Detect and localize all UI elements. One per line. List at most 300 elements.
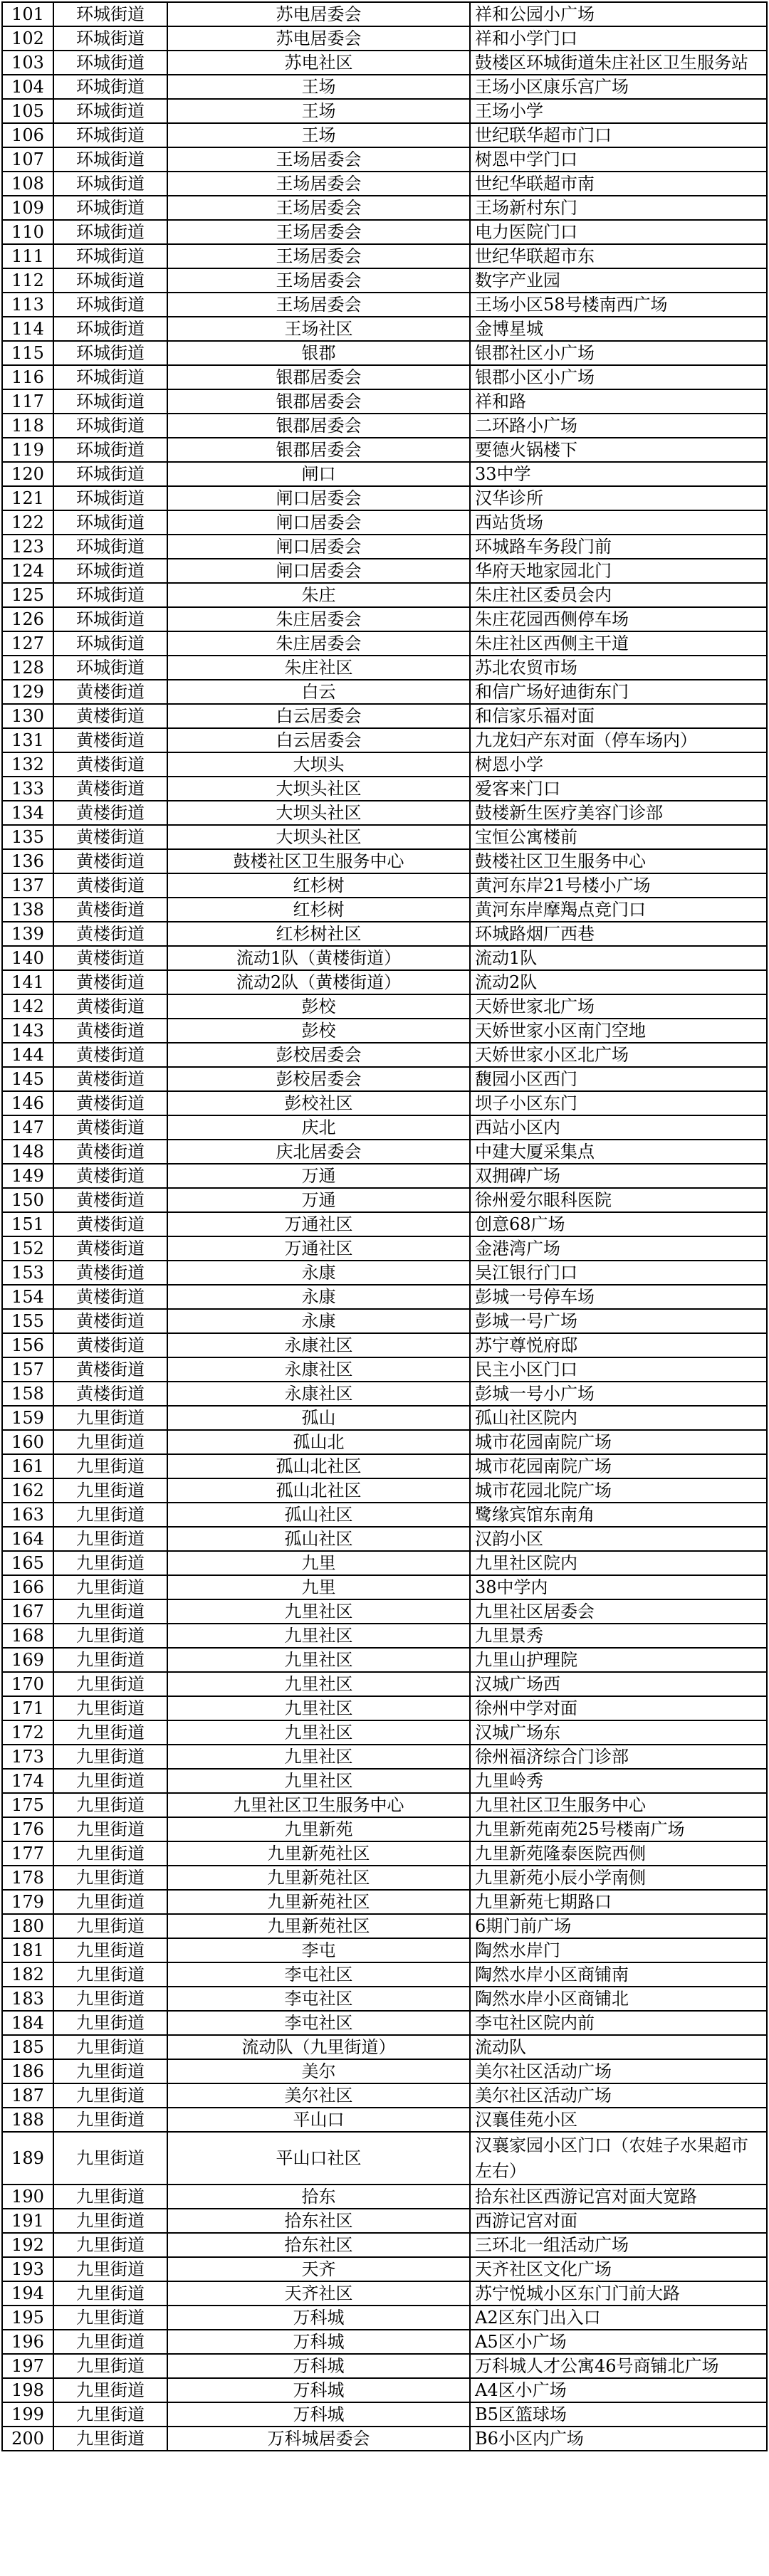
row-number: 138 — [2, 898, 53, 922]
table-row — [2, 946, 767, 970]
table-row — [2, 559, 767, 583]
table-row — [2, 535, 767, 559]
community-name: 彭校居委会 — [167, 1043, 470, 1067]
table-row — [2, 2257, 767, 2281]
row-number: 129 — [2, 680, 53, 704]
site-name: 天齐社区文化广场 — [470, 2257, 767, 2281]
street-name: 九里街道 — [53, 1454, 167, 1478]
community-name: 彭校 — [167, 994, 470, 1019]
community-name: 闸口居委会 — [167, 559, 470, 583]
community-name: 平山口 — [167, 2108, 470, 2132]
table-row — [2, 268, 767, 293]
table-row — [2, 583, 767, 607]
site-name: A5区小广场 — [470, 2330, 767, 2354]
site-name: 环城路烟厂西巷 — [470, 922, 767, 946]
site-name: 黄河东岸21号楼小广场 — [470, 873, 767, 898]
street-name: 黄楼街道 — [53, 1019, 167, 1043]
row-number: 157 — [2, 1357, 53, 1382]
street-name: 环城街道 — [53, 438, 167, 462]
street-name: 环城街道 — [53, 559, 167, 583]
row-number: 136 — [2, 849, 53, 873]
row-number: 184 — [2, 2011, 53, 2035]
community-name: 王场居委会 — [167, 196, 470, 220]
street-name: 环城街道 — [53, 147, 167, 172]
row-number: 179 — [2, 1890, 53, 1914]
community-name: 王场居委会 — [167, 293, 470, 317]
table-row — [2, 293, 767, 317]
street-name: 九里街道 — [53, 1406, 167, 1430]
street-name: 九里街道 — [53, 2306, 167, 2330]
street-name: 九里街道 — [53, 1624, 167, 1648]
street-name: 黄楼街道 — [53, 680, 167, 704]
row-number: 150 — [2, 1188, 53, 1212]
street-name: 九里街道 — [53, 1938, 167, 1962]
row-number: 141 — [2, 970, 53, 994]
table-row — [2, 1527, 767, 1551]
community-name: 李屯社区 — [167, 2011, 470, 2035]
street-name: 九里街道 — [53, 1962, 167, 1987]
table-row — [2, 2378, 767, 2402]
site-name: 6期门前广场 — [470, 1914, 767, 1938]
community-name: 银郡居委会 — [167, 414, 470, 438]
community-name: 万通 — [167, 1188, 470, 1212]
street-name: 九里街道 — [53, 2257, 167, 2281]
table-row — [2, 1793, 767, 1817]
site-name: 九里社区居委会 — [470, 1599, 767, 1624]
community-name: 银郡居委会 — [167, 365, 470, 389]
table-row — [2, 1115, 767, 1140]
table-row — [2, 1357, 767, 1382]
row-number: 110 — [2, 220, 53, 244]
community-name: 闸口居委会 — [167, 535, 470, 559]
street-name: 黄楼街道 — [53, 752, 167, 777]
table-row — [2, 1285, 767, 1309]
street-name: 九里街道 — [53, 2132, 167, 2185]
community-name: 万科城 — [167, 2354, 470, 2378]
site-name: 祥和路 — [470, 389, 767, 414]
site-name: 美尔社区活动广场 — [470, 2059, 767, 2083]
street-name: 黄楼街道 — [53, 898, 167, 922]
row-number: 163 — [2, 1503, 53, 1527]
street-name: 九里街道 — [53, 1841, 167, 1866]
table-row — [2, 1745, 767, 1769]
row-number: 185 — [2, 2035, 53, 2059]
row-number: 177 — [2, 1841, 53, 1866]
row-number: 127 — [2, 631, 53, 656]
table-row — [2, 2233, 767, 2257]
street-name: 黄楼街道 — [53, 1236, 167, 1261]
site-name: 汉襄家园小区门口（农娃子水果超市左右） — [470, 2132, 767, 2185]
community-name: 孤山社区 — [167, 1503, 470, 1527]
row-number: 192 — [2, 2233, 53, 2257]
street-name: 环城街道 — [53, 341, 167, 365]
site-name: 徐州中学对面 — [470, 1696, 767, 1720]
street-name: 九里街道 — [53, 2011, 167, 2035]
table-row — [2, 2306, 767, 2330]
site-name: 和信广场好迪街东门 — [470, 680, 767, 704]
table-row — [2, 389, 767, 414]
street-name: 环城街道 — [53, 656, 167, 680]
site-name: 天娇世家小区南门空地 — [470, 1019, 767, 1043]
table-row — [2, 196, 767, 220]
row-number: 125 — [2, 583, 53, 607]
row-number: 187 — [2, 2083, 53, 2108]
table-row — [2, 317, 767, 341]
street-name: 九里街道 — [53, 2281, 167, 2306]
site-name: 陶然水岸门 — [470, 1938, 767, 1962]
table-row — [2, 656, 767, 680]
row-number: 158 — [2, 1382, 53, 1406]
row-number: 155 — [2, 1309, 53, 1333]
table-row — [2, 1866, 767, 1890]
community-name: 朱庄社区 — [167, 656, 470, 680]
table-row — [2, 1696, 767, 1720]
row-number: 193 — [2, 2257, 53, 2281]
site-name: 王场小区58号楼南西广场 — [470, 293, 767, 317]
table-row — [2, 1624, 767, 1648]
table-row — [2, 849, 767, 873]
row-number: 117 — [2, 389, 53, 414]
table-row — [2, 1599, 767, 1624]
site-name: 天娇世家北广场 — [470, 994, 767, 1019]
site-name: 九里社区院内 — [470, 1551, 767, 1575]
community-name: 李屯社区 — [167, 1987, 470, 2011]
community-name: 银郡 — [167, 341, 470, 365]
community-name: 九里社区 — [167, 1696, 470, 1720]
community-name: 九里社区 — [167, 1769, 470, 1793]
row-number: 154 — [2, 1285, 53, 1309]
community-name: 大坝头社区 — [167, 825, 470, 849]
community-name: 平山口社区 — [167, 2132, 470, 2185]
street-name: 黄楼街道 — [53, 1043, 167, 1067]
row-number: 118 — [2, 414, 53, 438]
row-number: 167 — [2, 1599, 53, 1624]
table-row — [2, 607, 767, 631]
site-name: 33中学 — [470, 462, 767, 486]
community-name: 王场 — [167, 99, 470, 123]
row-number: 121 — [2, 486, 53, 510]
site-name: 鼓楼社区卫生服务中心 — [470, 849, 767, 873]
community-name: 王场居委会 — [167, 147, 470, 172]
community-name: 万通社区 — [167, 1212, 470, 1236]
row-number: 134 — [2, 801, 53, 825]
row-number: 107 — [2, 147, 53, 172]
site-name: 苏北农贸市场 — [470, 656, 767, 680]
site-name: 汉城广场东 — [470, 1720, 767, 1745]
row-number: 106 — [2, 123, 53, 147]
community-name: 九里社区 — [167, 1624, 470, 1648]
street-name: 九里街道 — [53, 2233, 167, 2257]
street-name: 黄楼街道 — [53, 1261, 167, 1285]
table-row — [2, 341, 767, 365]
table-row — [2, 922, 767, 946]
table-row — [2, 777, 767, 801]
table-row — [2, 801, 767, 825]
community-name: 孤山北 — [167, 1430, 470, 1454]
street-name: 黄楼街道 — [53, 1091, 167, 1115]
street-name: 黄楼街道 — [53, 704, 167, 728]
row-number: 149 — [2, 1164, 53, 1188]
site-name: 孤山社区院内 — [470, 1406, 767, 1430]
table-row — [2, 1938, 767, 1962]
street-name: 黄楼街道 — [53, 1382, 167, 1406]
row-number: 137 — [2, 873, 53, 898]
street-name: 九里街道 — [53, 2402, 167, 2427]
site-name: 鼓楼区环城街道朱庄社区卫生服务站 — [470, 51, 767, 75]
site-name: 创意68广场 — [470, 1212, 767, 1236]
community-name: 苏电社区 — [167, 51, 470, 75]
street-name: 环城街道 — [53, 220, 167, 244]
table-row — [2, 1019, 767, 1043]
row-number: 188 — [2, 2108, 53, 2132]
table-row — [2, 2132, 767, 2185]
table-row — [2, 2281, 767, 2306]
row-number: 113 — [2, 293, 53, 317]
row-number: 103 — [2, 51, 53, 75]
site-name: B5区篮球场 — [470, 2402, 767, 2427]
community-name: 流动1队（黄楼街道） — [167, 946, 470, 970]
table-row — [2, 2185, 767, 2209]
row-number: 153 — [2, 1261, 53, 1285]
site-name: 苏宁尊悦府邸 — [470, 1333, 767, 1357]
community-name: 九里社区 — [167, 1672, 470, 1696]
site-name: 银郡社区小广场 — [470, 341, 767, 365]
site-name: 陶然水岸小区商铺南 — [470, 1962, 767, 1987]
site-name: A2区东门出入口 — [470, 2306, 767, 2330]
street-name: 环城街道 — [53, 293, 167, 317]
row-number: 148 — [2, 1140, 53, 1164]
community-name: 李屯社区 — [167, 1962, 470, 1987]
site-name: 朱庄社区西侧主干道 — [470, 631, 767, 656]
street-name: 九里街道 — [53, 1793, 167, 1817]
street-name: 黄楼街道 — [53, 777, 167, 801]
community-name: 朱庄居委会 — [167, 607, 470, 631]
row-number: 140 — [2, 946, 53, 970]
row-number: 189 — [2, 2132, 53, 2185]
community-name: 红杉树 — [167, 873, 470, 898]
table-row — [2, 1817, 767, 1841]
street-name: 九里街道 — [53, 1527, 167, 1551]
street-name: 环城街道 — [53, 317, 167, 341]
table-row — [2, 873, 767, 898]
community-name: 苏电居委会 — [167, 26, 470, 51]
street-name: 环城街道 — [53, 172, 167, 196]
table-row — [2, 1261, 767, 1285]
table-row — [2, 1212, 767, 1236]
row-number: 162 — [2, 1478, 53, 1503]
row-number: 128 — [2, 656, 53, 680]
street-name: 环城街道 — [53, 75, 167, 99]
table-row — [2, 1164, 767, 1188]
community-name: 银郡居委会 — [167, 389, 470, 414]
table-row — [2, 1430, 767, 1454]
row-number: 159 — [2, 1406, 53, 1430]
table-row — [2, 1672, 767, 1696]
row-number: 119 — [2, 438, 53, 462]
site-name: 银郡小区小广场 — [470, 365, 767, 389]
row-number: 200 — [2, 2427, 53, 2451]
row-number: 147 — [2, 1115, 53, 1140]
site-name: 汉韵小区 — [470, 1527, 767, 1551]
street-name: 九里街道 — [53, 1599, 167, 1624]
row-number: 123 — [2, 535, 53, 559]
table-row — [2, 2108, 767, 2132]
table-row — [2, 1043, 767, 1067]
row-number: 152 — [2, 1236, 53, 1261]
site-name: 爱客来门口 — [470, 777, 767, 801]
community-name: 闸口居委会 — [167, 510, 470, 535]
community-name: 永康 — [167, 1261, 470, 1285]
community-name: 拾东社区 — [167, 2233, 470, 2257]
site-name: 流动队 — [470, 2035, 767, 2059]
table-row — [2, 1382, 767, 1406]
street-name: 黄楼街道 — [53, 1188, 167, 1212]
community-name: 红杉树 — [167, 898, 470, 922]
street-name: 黄楼街道 — [53, 1309, 167, 1333]
row-number: 166 — [2, 1575, 53, 1599]
row-number: 161 — [2, 1454, 53, 1478]
site-name: 世纪华联超市东 — [470, 244, 767, 268]
street-name: 九里街道 — [53, 1503, 167, 1527]
row-number: 196 — [2, 2330, 53, 2354]
row-number: 156 — [2, 1333, 53, 1357]
street-name: 黄楼街道 — [53, 1285, 167, 1309]
community-name: 万科城 — [167, 2330, 470, 2354]
community-name: 永康 — [167, 1285, 470, 1309]
community-name: 万科城 — [167, 2402, 470, 2427]
row-number: 197 — [2, 2354, 53, 2378]
table-row — [2, 994, 767, 1019]
community-name: 九里新苑社区 — [167, 1841, 470, 1866]
community-name: 王场居委会 — [167, 244, 470, 268]
table-row — [2, 752, 767, 777]
street-name: 环城街道 — [53, 535, 167, 559]
street-name: 九里街道 — [53, 2354, 167, 2378]
site-name: 西站货场 — [470, 510, 767, 535]
community-name: 彭校社区 — [167, 1091, 470, 1115]
community-name: 闸口 — [167, 462, 470, 486]
community-name: 美尔 — [167, 2059, 470, 2083]
community-name: 红杉树社区 — [167, 922, 470, 946]
site-name: 九里新苑南苑25号楼南广场 — [470, 1817, 767, 1841]
community-name: 万科城 — [167, 2378, 470, 2402]
row-number: 173 — [2, 1745, 53, 1769]
community-name: 彭校 — [167, 1019, 470, 1043]
site-name: 王场小学 — [470, 99, 767, 123]
street-name: 九里街道 — [53, 2185, 167, 2209]
community-name: 九里社区 — [167, 1648, 470, 1672]
site-name: A4区小广场 — [470, 2378, 767, 2402]
community-name: 九里社区 — [167, 1720, 470, 1745]
table-row — [2, 2427, 767, 2451]
table-row — [2, 1841, 767, 1866]
table-row — [2, 2209, 767, 2233]
community-name: 九里新苑社区 — [167, 1914, 470, 1938]
row-number: 171 — [2, 1696, 53, 1720]
community-name: 孤山北社区 — [167, 1454, 470, 1478]
community-name: 九里新苑社区 — [167, 1890, 470, 1914]
table-row — [2, 680, 767, 704]
row-number: 108 — [2, 172, 53, 196]
site-name: 祥和公园小广场 — [470, 2, 767, 26]
community-name: 白云 — [167, 680, 470, 704]
table-row — [2, 1454, 767, 1478]
site-name: 九里景秀 — [470, 1624, 767, 1648]
row-number: 104 — [2, 75, 53, 99]
site-name: B6小区内广场 — [470, 2427, 767, 2451]
row-number: 132 — [2, 752, 53, 777]
row-number: 105 — [2, 99, 53, 123]
site-name: 馥园小区西门 — [470, 1067, 767, 1091]
row-number: 112 — [2, 268, 53, 293]
site-name: 徐州爱尔眼科医院 — [470, 1188, 767, 1212]
street-name: 九里街道 — [53, 1551, 167, 1575]
table-row — [2, 1067, 767, 1091]
row-number: 139 — [2, 922, 53, 946]
row-number: 180 — [2, 1914, 53, 1938]
street-name: 九里街道 — [53, 1430, 167, 1454]
table-row — [2, 1406, 767, 1430]
community-name: 九里社区 — [167, 1599, 470, 1624]
site-name: 朱庄花园西侧停车场 — [470, 607, 767, 631]
table-row — [2, 220, 767, 244]
site-name: 九里新苑小辰小学南侧 — [470, 1866, 767, 1890]
community-name: 永康社区 — [167, 1382, 470, 1406]
table-row — [2, 2035, 767, 2059]
table-row — [2, 1309, 767, 1333]
street-name: 黄楼街道 — [53, 922, 167, 946]
street-name: 九里街道 — [53, 2035, 167, 2059]
street-name: 环城街道 — [53, 607, 167, 631]
row-number: 168 — [2, 1624, 53, 1648]
row-number: 151 — [2, 1212, 53, 1236]
row-number: 145 — [2, 1067, 53, 1091]
community-name: 孤山 — [167, 1406, 470, 1430]
community-name: 九里社区 — [167, 1745, 470, 1769]
row-number: 101 — [2, 2, 53, 26]
table-row — [2, 2, 767, 26]
community-name: 万通社区 — [167, 1236, 470, 1261]
street-name: 九里街道 — [53, 1672, 167, 1696]
community-name: 彭校居委会 — [167, 1067, 470, 1091]
site-name: 数字产业园 — [470, 268, 767, 293]
site-name: 流动1队 — [470, 946, 767, 970]
table-row — [2, 1188, 767, 1212]
site-name: 民主小区门口 — [470, 1357, 767, 1382]
street-name: 黄楼街道 — [53, 970, 167, 994]
row-number: 111 — [2, 244, 53, 268]
street-name: 九里街道 — [53, 2108, 167, 2132]
table-row — [2, 486, 767, 510]
table-row — [2, 728, 767, 752]
street-name: 九里街道 — [53, 1720, 167, 1745]
community-name: 孤山社区 — [167, 1527, 470, 1551]
sampling-site-sheet — [1, 1, 766, 2451]
street-name: 黄楼街道 — [53, 1333, 167, 1357]
table-row — [2, 1575, 767, 1599]
table-row — [2, 1890, 767, 1914]
table-row — [2, 1551, 767, 1575]
row-number: 143 — [2, 1019, 53, 1043]
site-name: 九里新苑七期路口 — [470, 1890, 767, 1914]
community-name: 大坝头 — [167, 752, 470, 777]
street-name: 黄楼街道 — [53, 801, 167, 825]
site-name: 彭城一号停车场 — [470, 1285, 767, 1309]
site-name: 吴江银行门口 — [470, 1261, 767, 1285]
table-row — [2, 365, 767, 389]
table-row — [2, 898, 767, 922]
row-number: 115 — [2, 341, 53, 365]
